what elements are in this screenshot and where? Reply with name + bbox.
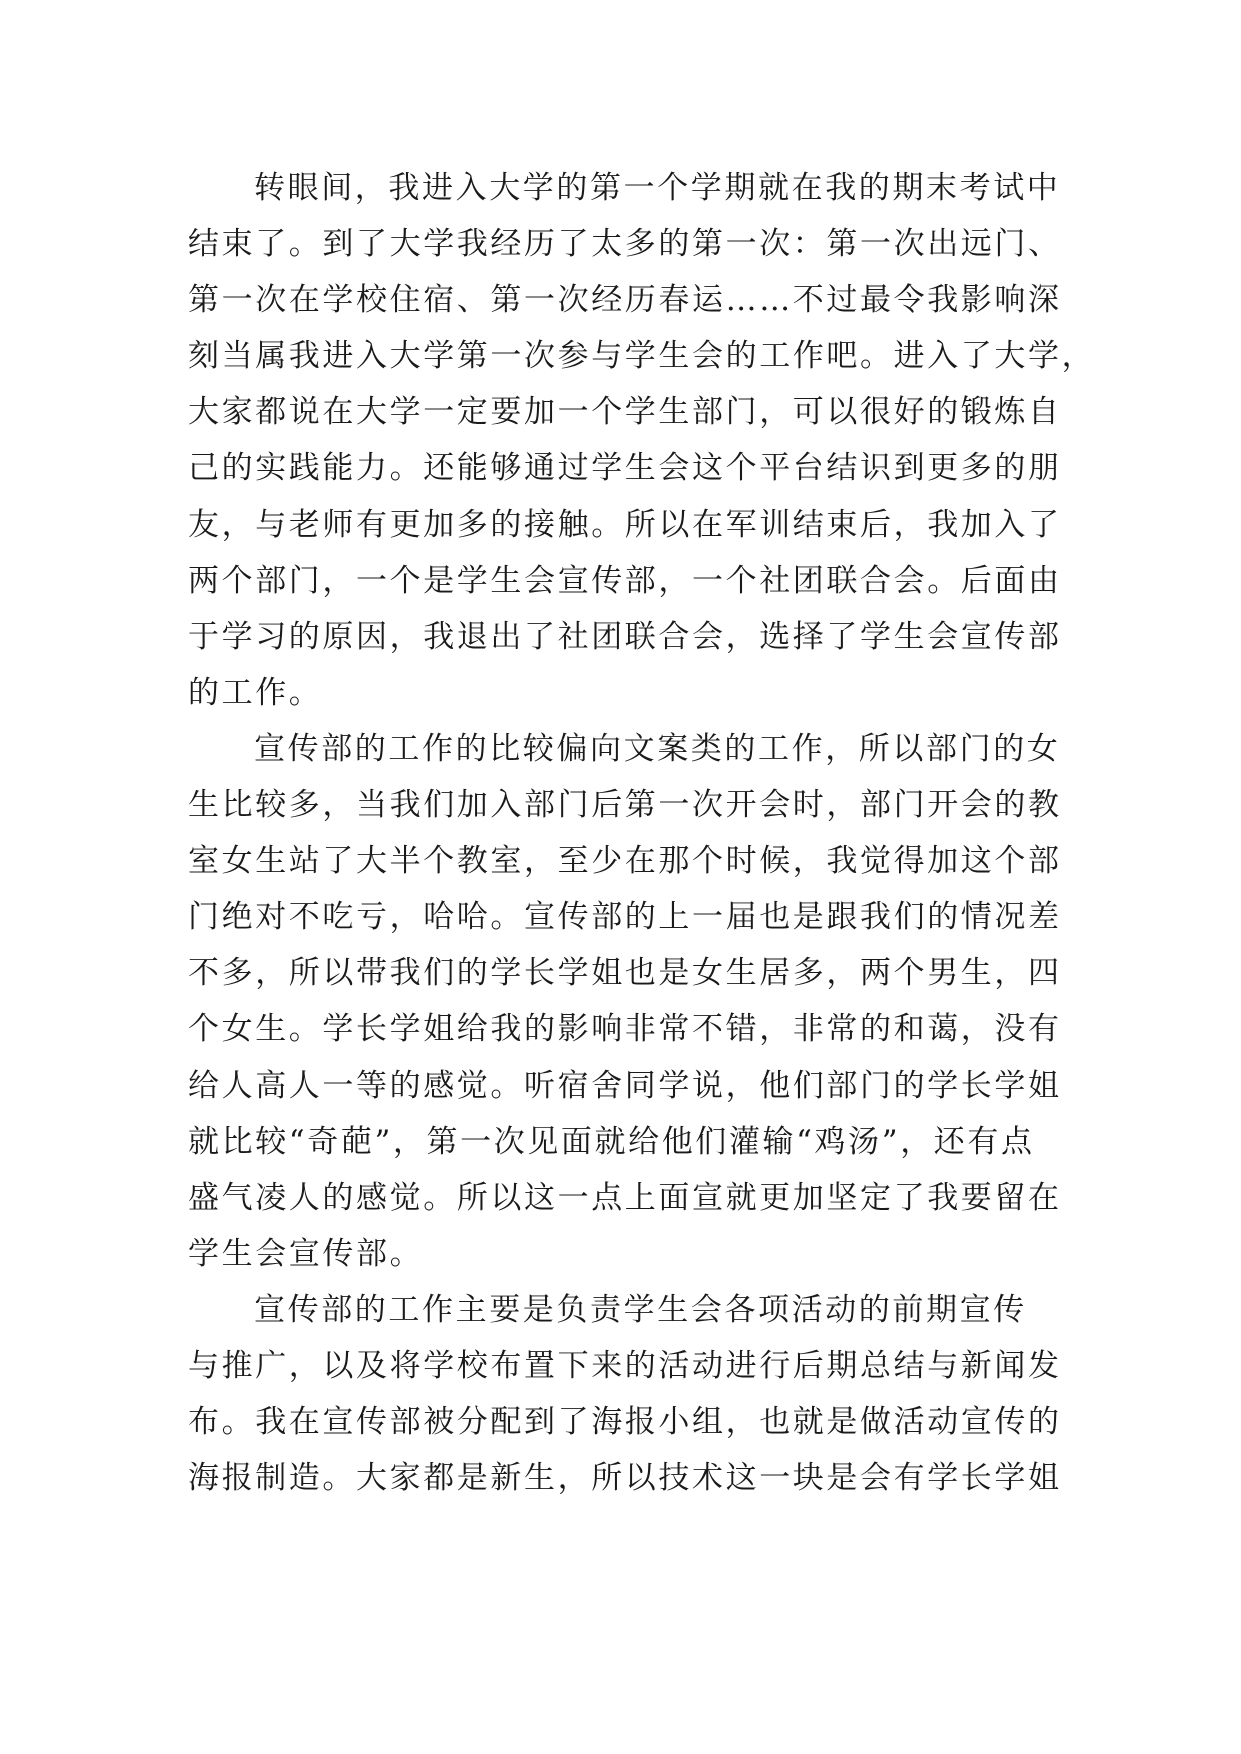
text-line: 宣传部的工作主要是负责学生会各项活动的前期宣传 bbox=[254, 1291, 1027, 1328]
text-line: 己的实践能力。还能够通过学生会这个平台结识到更多的朋 bbox=[188, 450, 1062, 487]
document-body bbox=[188, 160, 1096, 1506]
text-line: 宣传部的工作的比较偏向文案类的工作，所以部门的女 bbox=[254, 730, 1061, 767]
text-line: 的工作。 bbox=[188, 674, 323, 711]
text-line: 大家都说在大学一定要加一个学生部门，可以很好的锻炼自 bbox=[188, 394, 1062, 431]
text-line: 室女生站了大半个教室，至少在那个时候，我觉得加这个部 bbox=[188, 843, 1062, 880]
text-line: 与推广，以及将学校布置下来的活动进行后期总结与新闻发 bbox=[188, 1347, 1062, 1384]
paragraph-2 bbox=[188, 721, 1062, 1282]
text-line: 就比较“奇葩”，第一次见面就给他们灌输“鸡汤”，还有点 bbox=[188, 1123, 1035, 1160]
text-line: 门绝对不吃亏，哈哈。宣传部的上一届也是跟我们的情况差 bbox=[188, 899, 1062, 936]
text-line: 布。我在宣传部被分配到了海报小组，也就是做活动宣传的 bbox=[188, 1404, 1062, 1441]
text-line: 个女生。学长学姐给我的影响非常不错，非常的和蔼，没有 bbox=[188, 1011, 1062, 1048]
text-line: 学生会宣传部。 bbox=[188, 1235, 424, 1272]
paragraph-1 bbox=[188, 160, 1096, 721]
text-line: 不多，所以带我们的学长学姐也是女生居多，两个男生，四 bbox=[188, 955, 1062, 992]
text-line: 友，与老师有更加多的接触。所以在军训结束后，我加入了 bbox=[188, 506, 1062, 543]
paragraph-3 bbox=[188, 1282, 1062, 1506]
text-line: 生比较多，当我们加入部门后第一次开会时，部门开会的教 bbox=[188, 787, 1062, 824]
text-line: 第一次在学校住宿、第一次经历春运……不过最令我影响深 bbox=[188, 282, 1062, 319]
text-line: 两个部门，一个是学生会宣传部，一个社团联合会。后面由 bbox=[188, 562, 1062, 599]
text-line: 结束了。到了大学我经历了太多的第一次：第一次出远门、 bbox=[188, 226, 1062, 263]
text-line: 盛气凌人的感觉。所以这一点上面宣就更加坚定了我要留在 bbox=[188, 1179, 1062, 1216]
text-line: 刻当属我进入大学第一次参与学生会的工作吧。进入了大学， bbox=[188, 338, 1096, 375]
text-line: 海报制造。大家都是新生，所以技术这一块是会有学长学姐 bbox=[188, 1460, 1062, 1497]
text-line: 于学习的原因，我退出了社团联合会，选择了学生会宣传部 bbox=[188, 618, 1062, 655]
text-line: 给人高人一等的感觉。听宿舍同学说，他们部门的学长学姐 bbox=[188, 1067, 1062, 1104]
text-line: 转眼间，我进入大学的第一个学期就在我的期末考试中 bbox=[254, 170, 1061, 206]
